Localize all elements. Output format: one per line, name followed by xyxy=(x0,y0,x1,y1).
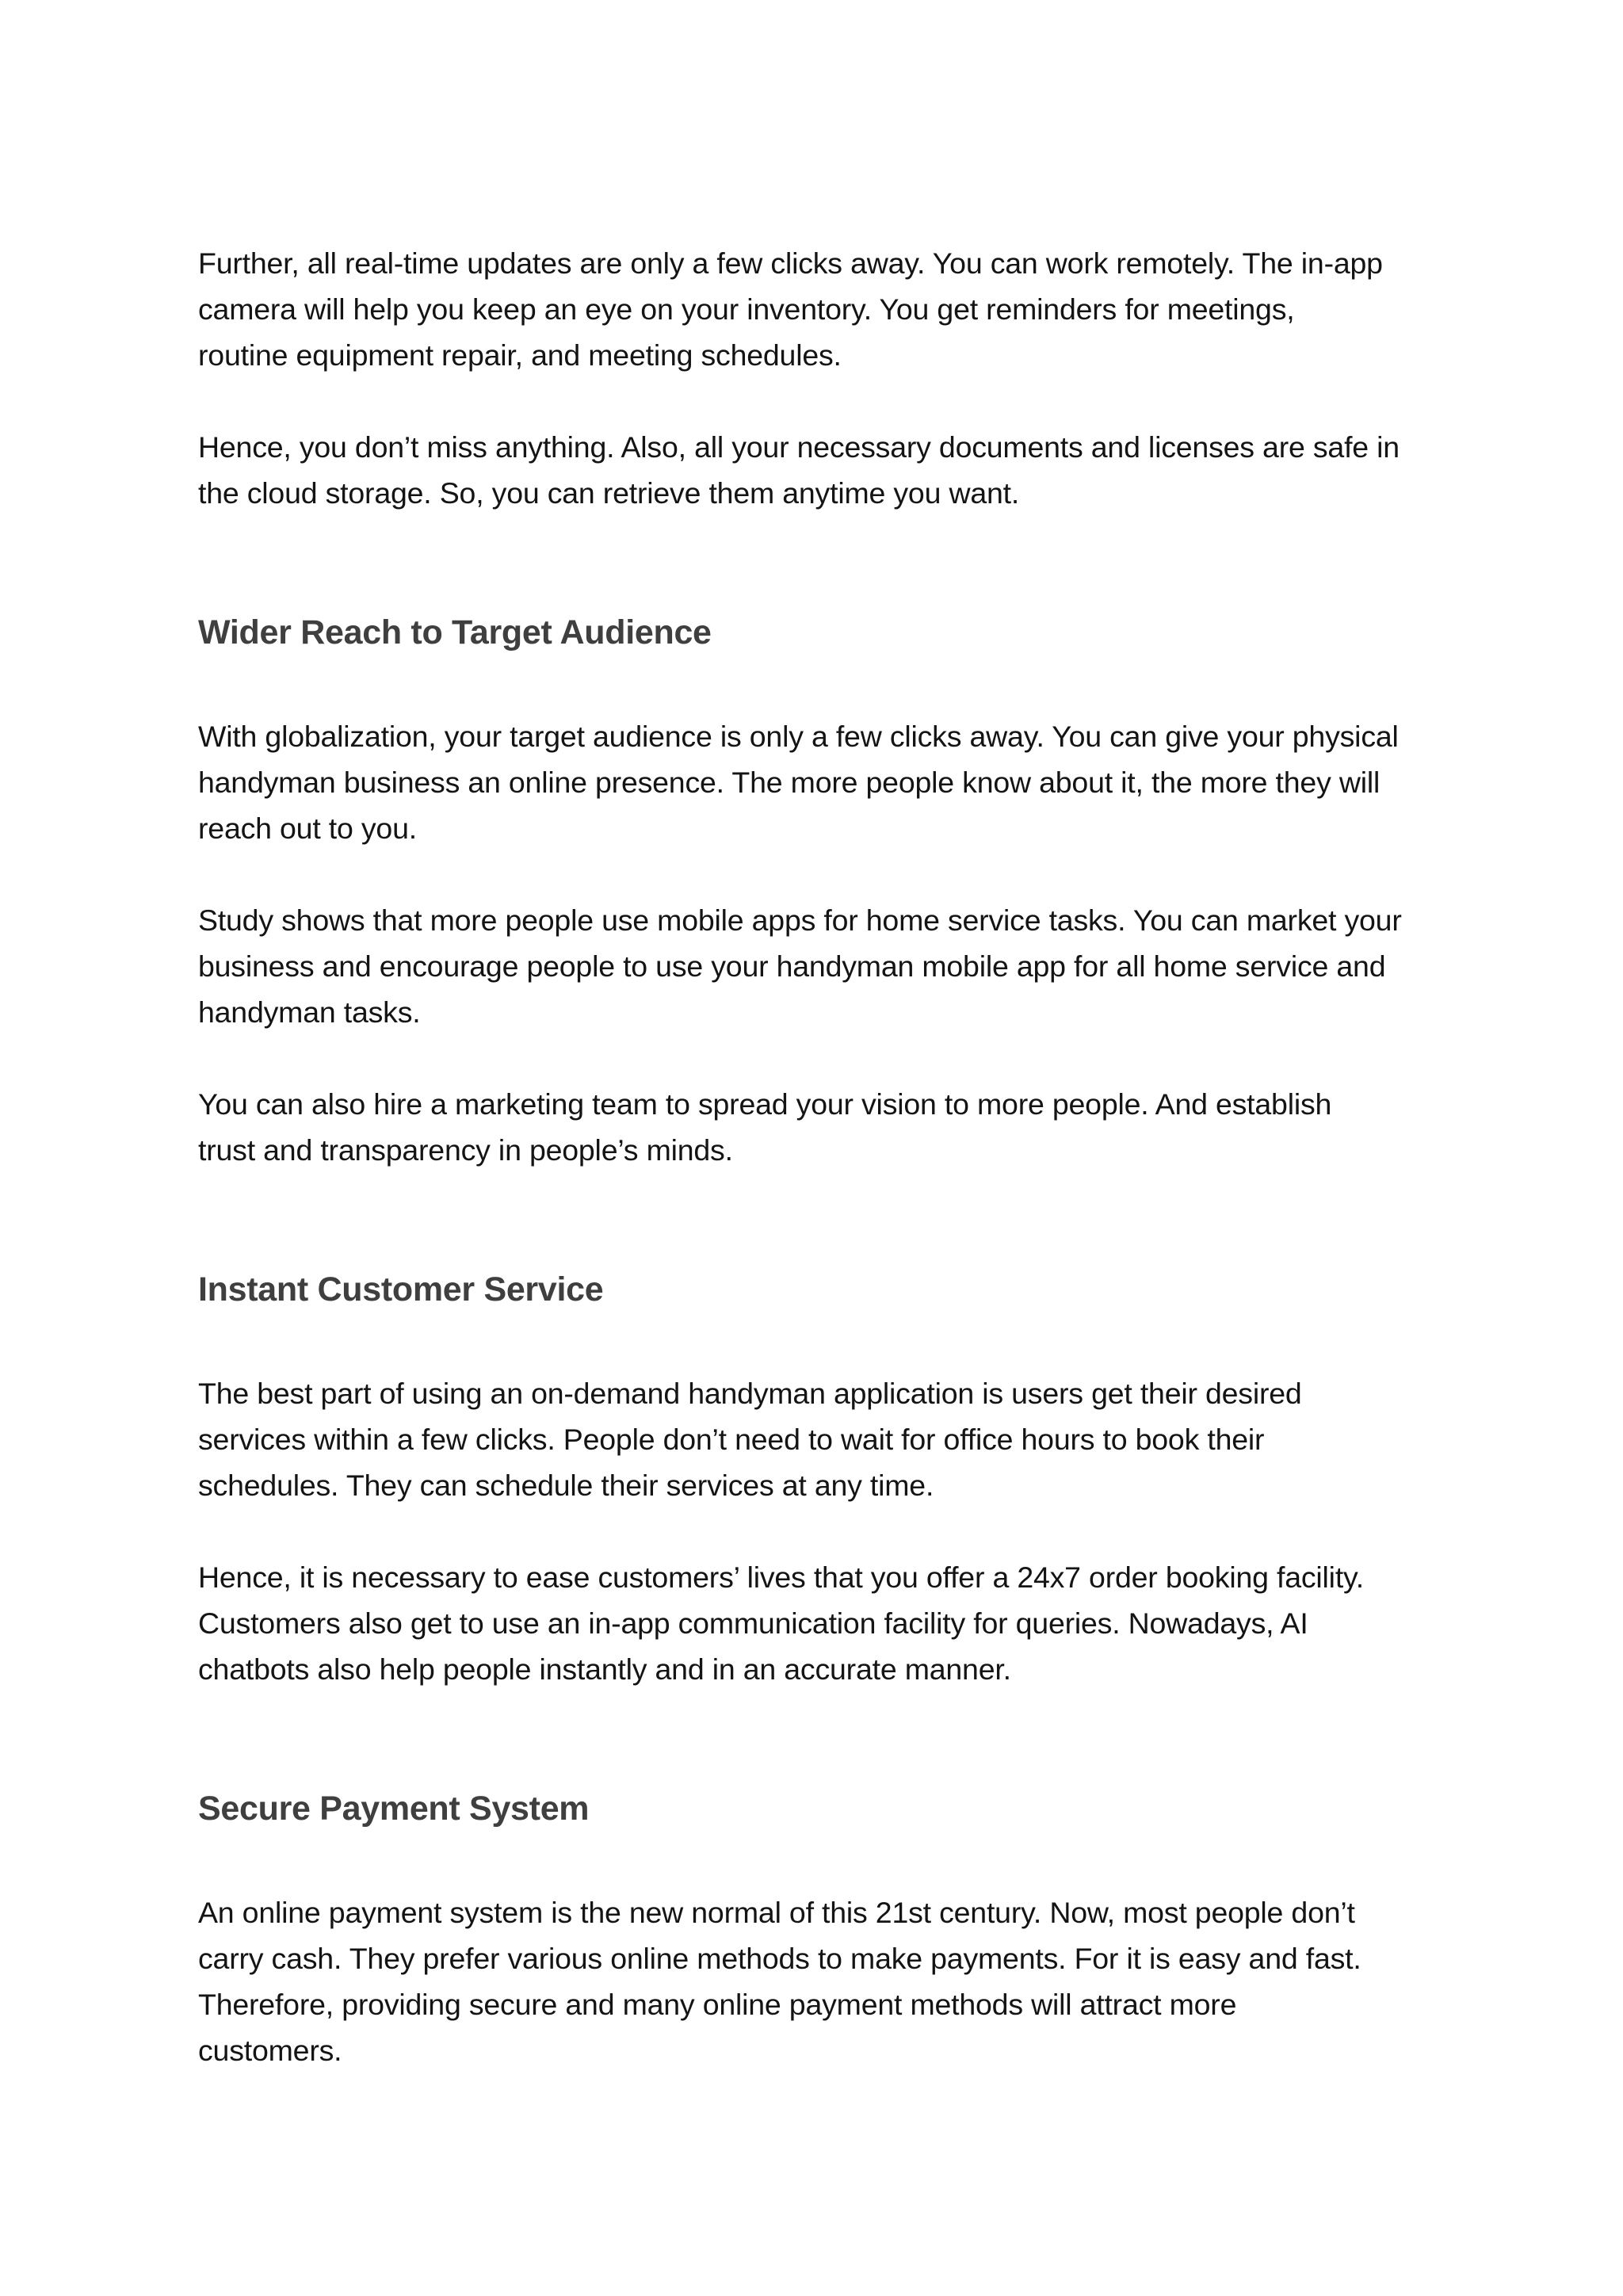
paragraph-online-payment xyxy=(198,1889,1442,2073)
paragraph-marketing-team xyxy=(198,1081,1442,1173)
text-line: handyman tasks. xyxy=(198,995,421,1029)
text-line: routine equipment repair, and meeting schedules. xyxy=(198,338,842,372)
text-line: schedules. They can schedule their services at any time. xyxy=(198,1469,934,1502)
paragraph-cloud-storage xyxy=(198,424,1442,516)
text-line: Hence, it is necessary to ease customers’ lives that you offer a 24x7 order booking facility. xyxy=(198,1561,1365,1594)
heading-instant-customer-service: Instant Customer Service xyxy=(198,1270,604,1308)
text-line: An online payment system is the new normal of this 21st century. Now, most people don’t xyxy=(198,1896,1355,1929)
text-line: the cloud storage. So, you can retrieve them anytime you want. xyxy=(198,476,1020,510)
text-line: carry cash. They prefer various online methods to make payments. For it is easy and fast. xyxy=(198,1942,1361,1975)
text-line: Therefore, providing secure and many online payment methods will attract more xyxy=(198,1988,1237,2021)
document-body xyxy=(198,240,1442,2073)
text-line: You can also hire a marketing team to spread your vision to more people. And establish xyxy=(198,1087,1332,1121)
text-line: Customers also get to use an in-app communication facility for queries. Nowadays, AI xyxy=(198,1606,1308,1640)
paragraph-study-shows xyxy=(198,897,1442,1035)
text-line: Further, all real-time updates are only a few clicks away. You can work remotely. The in-app xyxy=(198,246,1383,280)
text-line: The best part of using an on-demand handyman application is users get their desired xyxy=(198,1377,1302,1410)
heading-wider-reach: Wider Reach to Target Audience xyxy=(198,613,712,651)
text-line: Study shows that more people use mobile apps for home service tasks. You can market your xyxy=(198,904,1402,937)
paragraph-globalization xyxy=(198,713,1442,851)
paragraph-realtime-updates xyxy=(198,240,1442,378)
text-line: customers. xyxy=(198,2034,342,2067)
paragraph-booking-facility xyxy=(198,1554,1442,1692)
text-line: camera will help you keep an eye on your inventory. You get reminders for meetings, xyxy=(198,292,1295,326)
text-line: business and encourage people to use your handyman mobile app for all home service and xyxy=(198,949,1386,983)
text-line: With globalization, your target audience is only a few clicks away. You can give your physical xyxy=(198,720,1399,753)
text-line: reach out to you. xyxy=(198,812,417,845)
text-line: services within a few clicks. People don’t need to wait for office hours to book their xyxy=(198,1423,1265,1456)
text-line: handyman business an online presence. The more people know about it, the more they will xyxy=(198,766,1381,799)
text-line: chatbots also help people instantly and in an accurate manner. xyxy=(198,1652,1011,1686)
paragraph-best-part xyxy=(198,1370,1442,1508)
heading-secure-payment-system: Secure Payment System xyxy=(198,1790,590,1828)
text-line: Hence, you don’t miss anything. Also, all your necessary documents and licenses are safe in xyxy=(198,430,1400,464)
text-line: trust and transparency in people’s minds. xyxy=(198,1133,733,1167)
